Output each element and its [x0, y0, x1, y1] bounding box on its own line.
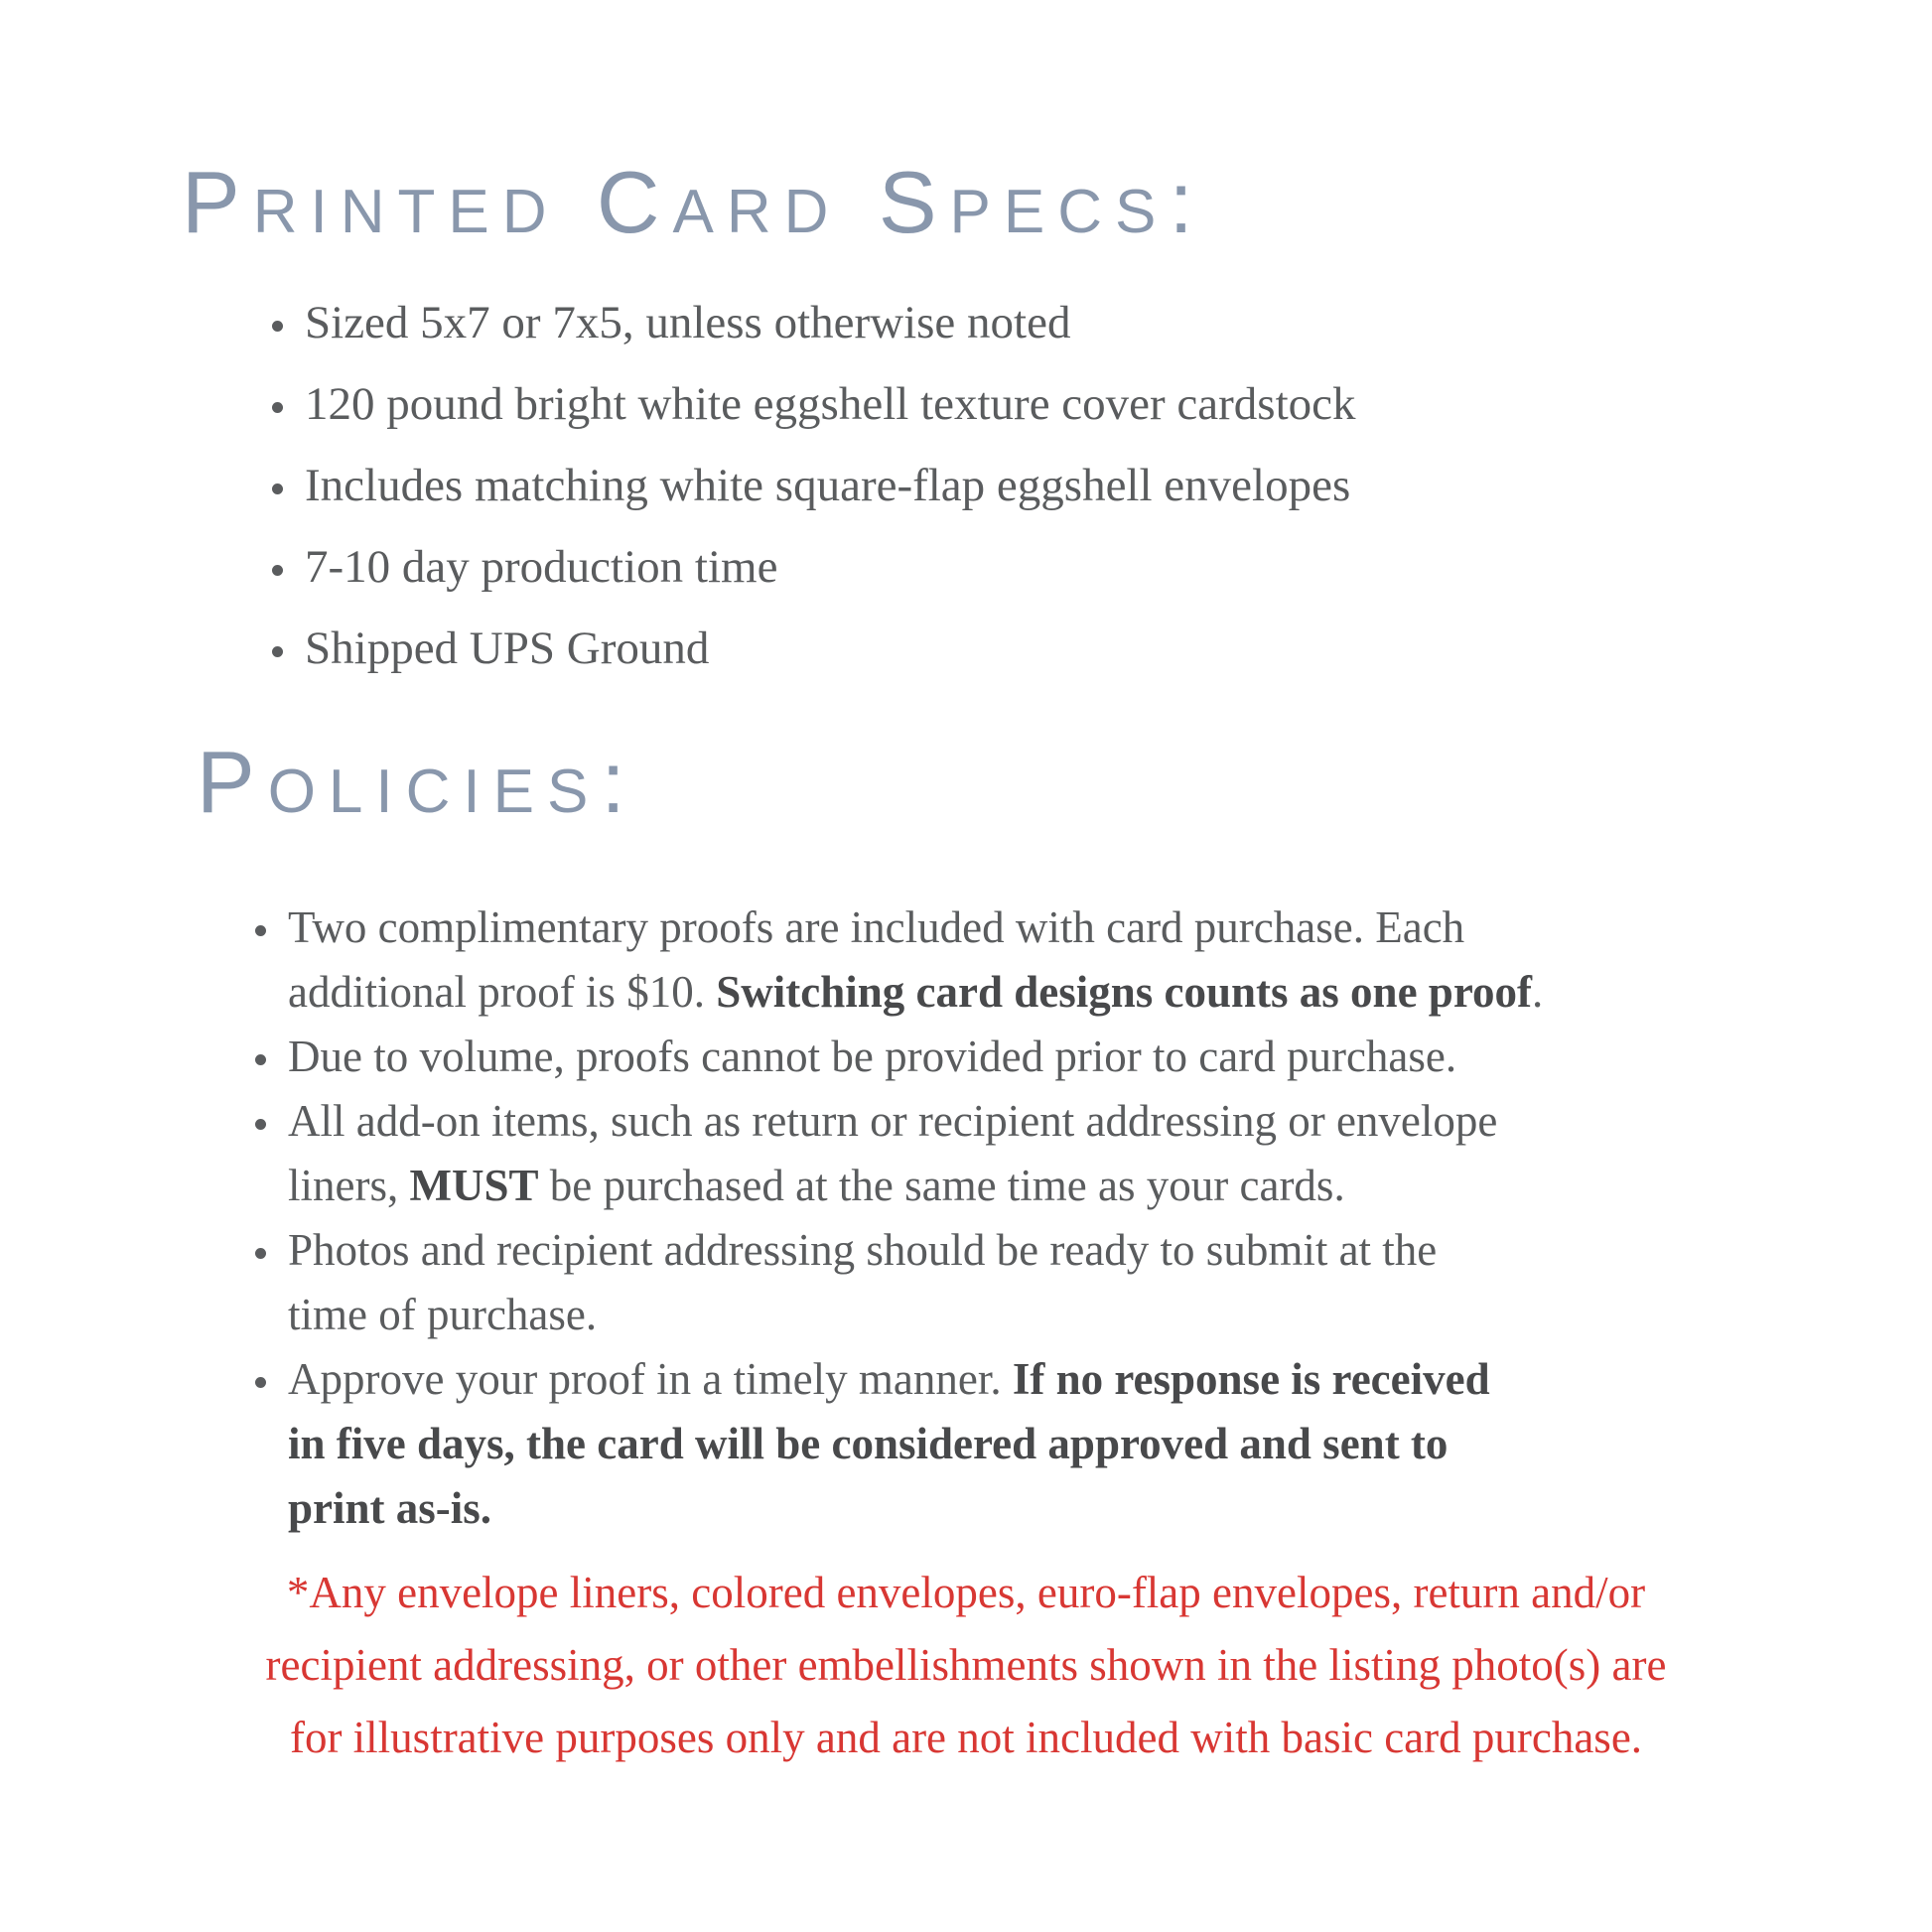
- disclaimer-line: *Any envelope liners, colored envelopes, euro-flap envelopes, return and/or: [286, 1568, 1646, 1617]
- disclaimer-line: recipient addressing, or other embellishments shown in the listing photo(s) are: [265, 1640, 1667, 1690]
- policy-item: • All add-on items, such as return or recipient addressing or envelope liners, MUST be purchased at the same time as your cards.: [284, 1089, 1716, 1218]
- policies-heading: Policies:: [197, 733, 638, 831]
- specs-item: • Shipped UPS Ground: [301, 608, 1792, 689]
- specs-list: [243, 282, 1792, 689]
- specs-item: • 120 pound bright white eggshell texture cover cardstock: [301, 363, 1792, 445]
- disclaimer-note: [0, 1557, 1932, 1774]
- policy-item: • Two complimentary proofs are included with card purchase. Each additional proof is $10. Switching card designs counts as one proof.: [284, 896, 1716, 1025]
- specs-item: • Includes matching white square-flap eggshell envelopes: [301, 445, 1792, 526]
- disclaimer-line: for illustrative purposes only and are not included with basic card purchase.: [289, 1713, 1643, 1762]
- specs-item: • 7-10 day production time: [301, 526, 1792, 608]
- policy-item: • Due to volume, proofs cannot be provided prior to card purchase.: [284, 1025, 1716, 1089]
- policy-item: • Photos and recipient addressing should be ready to submit at the time of purchase.: [284, 1218, 1716, 1347]
- policies-list: [226, 896, 1716, 1541]
- policy-item: • Approve your proof in a timely manner. If no response is received in five days, the card will be considered approved and sent to print as-is.: [284, 1347, 1716, 1541]
- printed-card-specs-heading: Printed Card Specs:: [182, 153, 1206, 251]
- specs-item: • Sized 5x7 or 7x5, unless otherwise noted: [301, 282, 1792, 363]
